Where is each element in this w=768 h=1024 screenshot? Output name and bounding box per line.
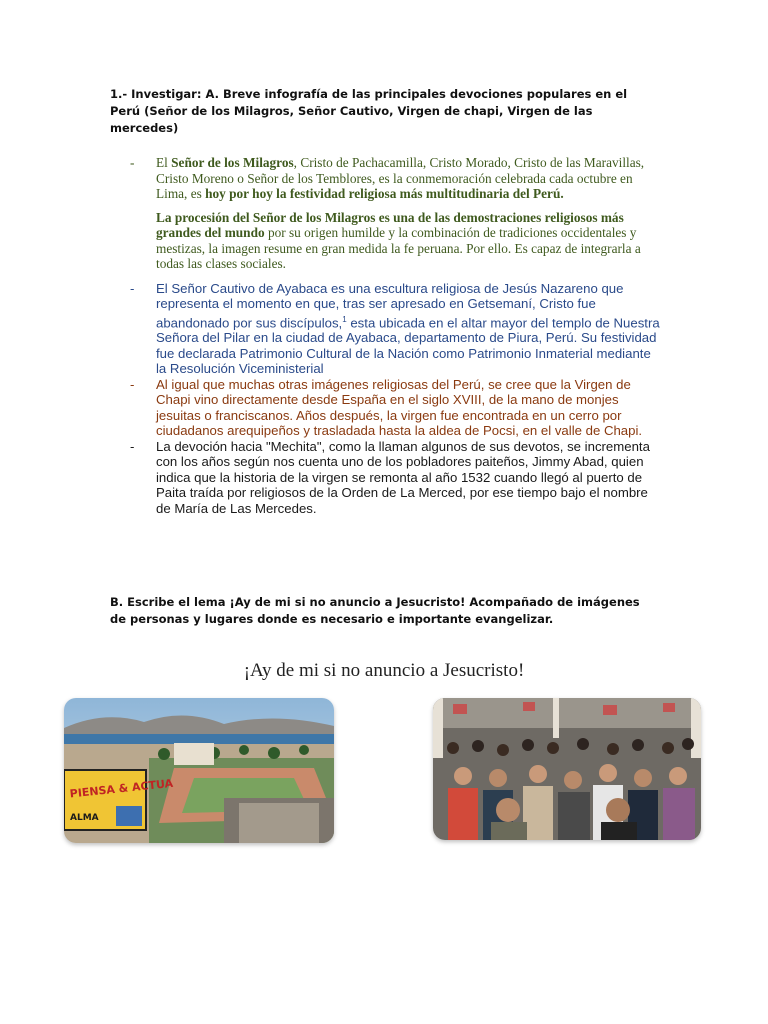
city-plaza-photo	[64, 698, 334, 843]
list-item-senor-de-los-milagros	[130, 155, 660, 272]
question-a-heading: 1.- Investigar: A. Breve infografía de las principales devociones populares en el Perú (Señor de los Milagros, Señor Cautivo, Virgen de chapi, Virgen de las mercedes)	[110, 87, 628, 135]
list-item-virgen-de-chapi: - Al igual que muchas otras imágenes religiosas del Perú, se cree que la Virgen de Chapi vino directamente desde España en el siglo XVIII, de la mano de monjes jesuitas o franciscanos. Años después, la virgen fue encontrada en un cerro por ciudadanos arequipeños y trasladada hasta la aldea de Pocsi, en el valle de Chapi.	[130, 376, 643, 439]
bullet-dash: -	[130, 438, 135, 454]
footnote-marker: 1	[342, 314, 347, 324]
list-item-senor-cautivo: - El Señor Cautivo de Ayabaca es una escultura religiosa de Jesús Nazareno que representa el momento en que, tras ser apresado en Getsemaní, Cristo fue abandonado por sus discípulos,$^1$ esta ubicada en el altar mayor del templo de Nuestra Señora del Pilar en la ciudad de Ayabaca, departamento de Piura, Perú. Su festividad fue declarada Patrimonio Cultural de la Nación como Patrimonio Inmaterial mediante la Resolución Viceministerial	[130, 280, 660, 377]
crowd-street-photo	[433, 698, 701, 840]
question-b-heading: B. Escribe el lema ¡Ay de mi si no anuncio a Jesucristo! Acompañado de imágenes de personas y lugares donde es necesario e importante evangelizar.	[110, 595, 640, 626]
bullet-dash: -	[130, 155, 135, 170]
bullet-dash: -	[130, 376, 135, 392]
milagros-paragraph-1: El Señor de los Milagros, Cristo de Pachacamilla, Cristo Morado, Cristo de las Maravillas, Cristo Moreno o Señor de los Temblores, es la conmemoración celebrada cada octubre en Lima, es hoy por hoy la festividad religiosa más multitudinaria del Perú.	[156, 155, 645, 201]
bullet-dash: -	[130, 280, 135, 296]
sign-text-line2: ALMA	[70, 813, 99, 823]
slogan-title: ¡Ay de mi si no anuncio a Jesucristo!	[243, 660, 525, 681]
list-item-virgen-de-las-mercedes: - La devoción hacia "Mechita", como la llaman algunos de sus devotos, se incrementa con los años según nos cuenta uno de los pobladores paiteños, Jimmy Abad, quien indica que la historia de la virgen se remonta al año 1532 cuando llegó al puerto de Paita traída por religiosos de la Orden de La Merced, por ese tiempo bajo el nombre de María de Las Mercedes.	[130, 438, 650, 516]
sign-text-line1: PIENSA & ACTUA	[69, 776, 174, 801]
milagros-paragraph-2: La procesión del Señor de los Milagros es una de las demostraciones religiosos más grandes del mundo por su origen humilde y la combinación de tradiciones occidentales y mestizas, la imagen resume en gran medida la fe peruana. Por ello. Es capaz de integrarla a todas las clases sociales.	[156, 209, 641, 271]
devotions-list	[130, 155, 660, 516]
